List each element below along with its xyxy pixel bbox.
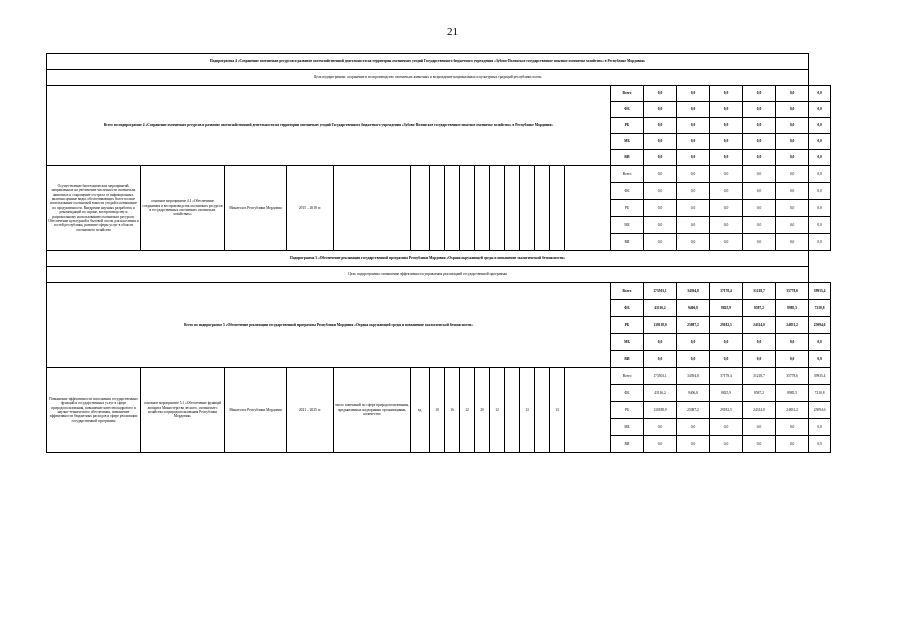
finance-value-cell: 0,0 (776, 351, 809, 368)
finance-value-cell: 0,0 (776, 86, 809, 102)
finance-value-cell: 0,0 (644, 102, 677, 118)
finance-source: РБ (611, 317, 644, 334)
finance-value-cell: 0,0 (743, 166, 776, 183)
finance-value-cell: 0,0 (710, 234, 743, 251)
finance-value-cell: 0,0 (809, 166, 831, 183)
finance-value-cell: 34394,8 (677, 283, 710, 300)
finance-value-cell: 0,0 (677, 200, 710, 217)
finance-source: ФБ (611, 183, 644, 200)
executor: Минлесхоз Республики Мордовия (225, 166, 287, 251)
indicator-value: 13 (520, 368, 535, 453)
executor: Минлесхоз Республики Мордовия (225, 368, 287, 453)
finance-value-cell: 0,0 (710, 334, 743, 351)
finance-value-cell: 0,0 (644, 334, 677, 351)
finance-value-cell: 9406,8 (677, 300, 710, 317)
empty-cell (505, 166, 520, 251)
empty-cell (411, 166, 430, 251)
finance-value-cell: 0,0 (644, 234, 677, 251)
finance-value-cell: 0,0 (644, 351, 677, 368)
finance-source: ФБ (611, 385, 644, 402)
finance-source: ФБ (611, 300, 644, 317)
finance-value-cell: 0,0 (743, 134, 776, 150)
empty-cell (490, 166, 505, 251)
finance-value-cell: 8587,2 (743, 385, 776, 402)
finance-source: ВИ (611, 150, 644, 166)
finance-value-cell: 0,0 (710, 134, 743, 150)
indicator-value: 12 (460, 368, 475, 453)
finance-source: ВИ (611, 234, 644, 251)
finance-value-cell: 173503,1 (644, 283, 677, 300)
finance-source: МБ (611, 134, 644, 150)
finance-value-cell: 0,0 (710, 200, 743, 217)
empty-cell (334, 166, 411, 251)
finance-value-cell: 0,0 (677, 217, 710, 234)
finance-value-cell: 0,0 (677, 166, 710, 183)
finance-value-cell: 31218,7 (743, 368, 776, 385)
finance-value-cell: 0,0 (644, 134, 677, 150)
finance-value-cell: 8587,2 (743, 300, 776, 317)
finance-value-cell: 0,0 (677, 419, 710, 436)
finance-value-cell: 0,0 (743, 86, 776, 102)
finance-value-cell: 0,0 (809, 183, 831, 200)
finance-value-cell: 31218,7 (743, 283, 776, 300)
subprogram-total-label: Всего по подпрограмме 5 «Обеспечение реализации государственной программы Республики Мордовия «Охрана окружающей среды и повышение экологической безопасности» (47, 283, 611, 368)
finance-value-cell: 0,0 (677, 334, 710, 351)
finance-value-cell: 8825,9 (710, 385, 743, 402)
finance-value-cell: 0,0 (743, 436, 776, 453)
finance-value-cell: 0,0 (776, 183, 809, 200)
finance-value-cell: 0,0 (776, 436, 809, 453)
finance-value-cell: 0,0 (809, 86, 831, 102)
finance-source: МБ (611, 217, 644, 234)
empty-cell (445, 166, 460, 251)
finance-value-cell: 0,0 (809, 150, 831, 166)
finance-value-cell: 0,0 (776, 166, 809, 183)
finance-value-cell: 0,0 (677, 118, 710, 134)
finance-value-cell: 8985,5 (776, 300, 809, 317)
finance-value-cell: 0,0 (743, 150, 776, 166)
finance-source: Всего (611, 86, 644, 102)
subprogram-goal: Цель подпрограммы: повышение эффективности управления реализацией государственной программы (47, 267, 809, 283)
subprogram-total-label: Всего по подпрограмме 4 «Сохранение охотничьих ресурсов и развитие охотхозяйственной деятельности на территории охотничьих угодий Государственного бюджетного учреждения «Зубово-Полянское государственное опытное охотничье хозяйство» в Республике Мордовия» (47, 86, 611, 166)
finance-value-cell: 39935,4 (809, 283, 831, 300)
finance-value-cell: 130188,9 (644, 402, 677, 419)
finance-value-cell: 0,0 (809, 419, 831, 436)
finance-value-cell: 0,0 (776, 102, 809, 118)
event-name: основное мероприятие 5.1 «Обеспечение функций аппарата Министерства лесного, охотничьего хозяйства и природопользования Республики Мордовия» (141, 368, 225, 453)
finance-value-cell: 25094,6 (809, 317, 831, 334)
finance-source: МБ (611, 334, 644, 351)
finance-value-cell: 37178,4 (710, 283, 743, 300)
finance-value-cell: 29182,5 (710, 317, 743, 334)
empty-cell (565, 368, 611, 453)
finance-value-cell: 0,0 (776, 234, 809, 251)
finance-value-cell: 0,0 (743, 217, 776, 234)
finance-source: Всего (611, 368, 644, 385)
finance-value-cell: 0,0 (644, 200, 677, 217)
indicator-value: 10 (430, 368, 445, 453)
indicator-value: 16 (445, 368, 460, 453)
finance-value-cell: 0,0 (677, 234, 710, 251)
program-table (46, 53, 831, 453)
finance-value-cell: 0,0 (809, 234, 831, 251)
finance-source: Всего (611, 283, 644, 300)
finance-value-cell: 0,0 (743, 351, 776, 368)
finance-value-cell: 0,0 (776, 419, 809, 436)
finance-value-cell: 0,0 (644, 217, 677, 234)
indicator-value: 13 (550, 368, 565, 453)
finance-value-cell: 8825,9 (710, 300, 743, 317)
finance-value-cell: 0,0 (710, 217, 743, 234)
finance-value-cell: 0,0 (809, 436, 831, 453)
indicator-value: 20 (475, 368, 490, 453)
empty-cell (535, 166, 550, 251)
finance-value-cell: 0,0 (644, 183, 677, 200)
finance-value-cell: 37178,4 (710, 368, 743, 385)
finance-value-cell: 0,0 (809, 102, 831, 118)
finance-value-cell: 35778,6 (776, 283, 809, 300)
indicator-unit: ед. (411, 368, 430, 453)
finance-value-cell: 0,0 (776, 150, 809, 166)
finance-value-cell: 25087,2 (677, 402, 710, 419)
finance-value-cell: 0,0 (644, 118, 677, 134)
finance-source: ВИ (611, 436, 644, 453)
finance-value-cell: 0,0 (776, 134, 809, 150)
finance-value-cell: 0,0 (644, 150, 677, 166)
finance-value-cell: 0,0 (710, 86, 743, 102)
finance-value-cell: 0,0 (677, 134, 710, 150)
finance-value-cell: 0,0 (677, 150, 710, 166)
period: 2015 – 2018 гг. (287, 166, 334, 251)
page-number: 21 (447, 26, 458, 38)
finance-value-cell: 0,0 (743, 419, 776, 436)
finance-value-cell: 0,0 (809, 334, 831, 351)
finance-value-cell: 24314,0 (743, 402, 776, 419)
finance-source: РБ (611, 118, 644, 134)
finance-value-cell: 0,0 (743, 234, 776, 251)
subprogram-goal: Цель подпрограммы: сохранение и воспроизводство охотничьих животных и возрождение национальных и культурных традиций республики охоты (47, 70, 809, 86)
indicator-value (535, 368, 550, 453)
period: 2021 – 2025 гг. (287, 368, 334, 453)
finance-value-cell: 24831,2 (776, 317, 809, 334)
finance-value-cell: 0,0 (743, 102, 776, 118)
finance-value-cell: 7210,8 (809, 385, 831, 402)
finance-value-cell: 0,0 (776, 334, 809, 351)
finance-value-cell: 0,0 (710, 351, 743, 368)
empty-cell (475, 166, 490, 251)
indicator-value (505, 368, 520, 453)
finance-value-cell: 24314,0 (743, 317, 776, 334)
empty-cell (430, 166, 445, 251)
finance-value-cell: 0,0 (677, 351, 710, 368)
finance-value-cell: 43116,2 (644, 385, 677, 402)
finance-value-cell: 8985,5 (776, 385, 809, 402)
finance-value-cell: 7210,8 (809, 300, 831, 317)
finance-value-cell: 0,0 (710, 166, 743, 183)
subprogram-title: Подпрограмма 4 «Сохранение охотничьих ресурсов и развитие охотхозяйственной деятельности на территории охотничьих угодий Государственного бюджетного учреждения «Зубово-Полянское государственное опытное охотничье хозяйство» в Республике Мордовия» (47, 54, 809, 70)
finance-value-cell: 0,0 (809, 134, 831, 150)
finance-value-cell: 0,0 (677, 183, 710, 200)
finance-source: Всего (611, 166, 644, 183)
finance-source: МБ (611, 419, 644, 436)
empty-cell (550, 166, 565, 251)
finance-value-cell: 35778,6 (776, 368, 809, 385)
finance-value-cell: 0,0 (809, 351, 831, 368)
finance-value-cell: 0,0 (644, 436, 677, 453)
finance-value-cell: 0,0 (710, 436, 743, 453)
finance-value-cell: 0,0 (644, 419, 677, 436)
event-name: основное мероприятие 4.1 «Обеспечение сохранения и воспроизводства охотничьих ресурсов в государственных охотничьих охотничьих хозяйствах» (141, 166, 225, 251)
finance-value-cell: 39935,4 (809, 368, 831, 385)
finance-value-cell: 29182,5 (710, 402, 743, 419)
finance-value-cell: 0,0 (677, 86, 710, 102)
finance-value-cell: 25094,6 (809, 402, 831, 419)
task-description: Повышение эффективности исполнения государственных функций и государственных услуг в сфере природопользования, повышение качества кадрового и научно-технического обеспечения, повышение эффективности бюджетных расходов в сфере реализации государственной программы (47, 368, 141, 453)
finance-value-cell: 0,0 (644, 166, 677, 183)
finance-value-cell: 0,0 (809, 118, 831, 134)
finance-value-cell: 0,0 (743, 334, 776, 351)
finance-value-cell: 0,0 (776, 217, 809, 234)
finance-value-cell: 34394,8 (677, 368, 710, 385)
finance-value-cell: 0,0 (743, 118, 776, 134)
indicator-name: число замечаний по сфере природопользования, предъявленных надзорными организациями, количество (334, 368, 411, 453)
finance-source: ВИ (611, 351, 644, 368)
task-description: Осуществление биотехнических мероприятий, направленных на увеличение численности охотничьих животных и сокращение отстрела от инфекционных, включая ценные виды, обеспечивающих более полное использование охотничьей емкости угодий и повышение их продуктивности. Внедрение научных разработок и рекомендаций по охране, воспроизводству и рациональному использованию охотничьих ресурсов. Обеспечение культурной и бытовой охоты для населения и гостей республики, развитие сферы услуг в области охотничьего хозяйства (47, 166, 141, 251)
finance-value-cell: 43116,2 (644, 300, 677, 317)
finance-value-cell: 0,0 (710, 102, 743, 118)
empty-cell (460, 166, 475, 251)
subprogram-title: Подпрограмма 5 «Обеспечение реализации государственной программы Республики Мордовия «Охрана окружающей среды и повышение экологической безопасности» (47, 251, 809, 267)
finance-source: РБ (611, 402, 644, 419)
finance-source: РБ (611, 200, 644, 217)
finance-value-cell: 0,0 (677, 102, 710, 118)
finance-value-cell: 0,0 (809, 217, 831, 234)
finance-value-cell: 0,0 (710, 150, 743, 166)
finance-value-cell: 0,0 (710, 419, 743, 436)
finance-value-cell: 9406,8 (677, 385, 710, 402)
finance-value-cell: 0,0 (710, 183, 743, 200)
finance-value-cell: 24831,2 (776, 402, 809, 419)
finance-source: ФБ (611, 102, 644, 118)
finance-value-cell: 0,0 (776, 118, 809, 134)
finance-value-cell: 0,0 (710, 118, 743, 134)
finance-value-cell: 0,0 (677, 436, 710, 453)
finance-value-cell: 130118,0 (644, 317, 677, 334)
empty-cell (520, 166, 535, 251)
finance-value-cell: 0,0 (776, 200, 809, 217)
finance-value-cell: 25087,2 (677, 317, 710, 334)
indicator-value: 12 (490, 368, 505, 453)
finance-value-cell: 0,0 (743, 183, 776, 200)
finance-value-cell: 0,0 (644, 86, 677, 102)
finance-value-cell: 173503,1 (644, 368, 677, 385)
finance-value-cell: 0,0 (809, 200, 831, 217)
finance-value-cell: 0,0 (743, 200, 776, 217)
empty-cell (565, 166, 611, 251)
